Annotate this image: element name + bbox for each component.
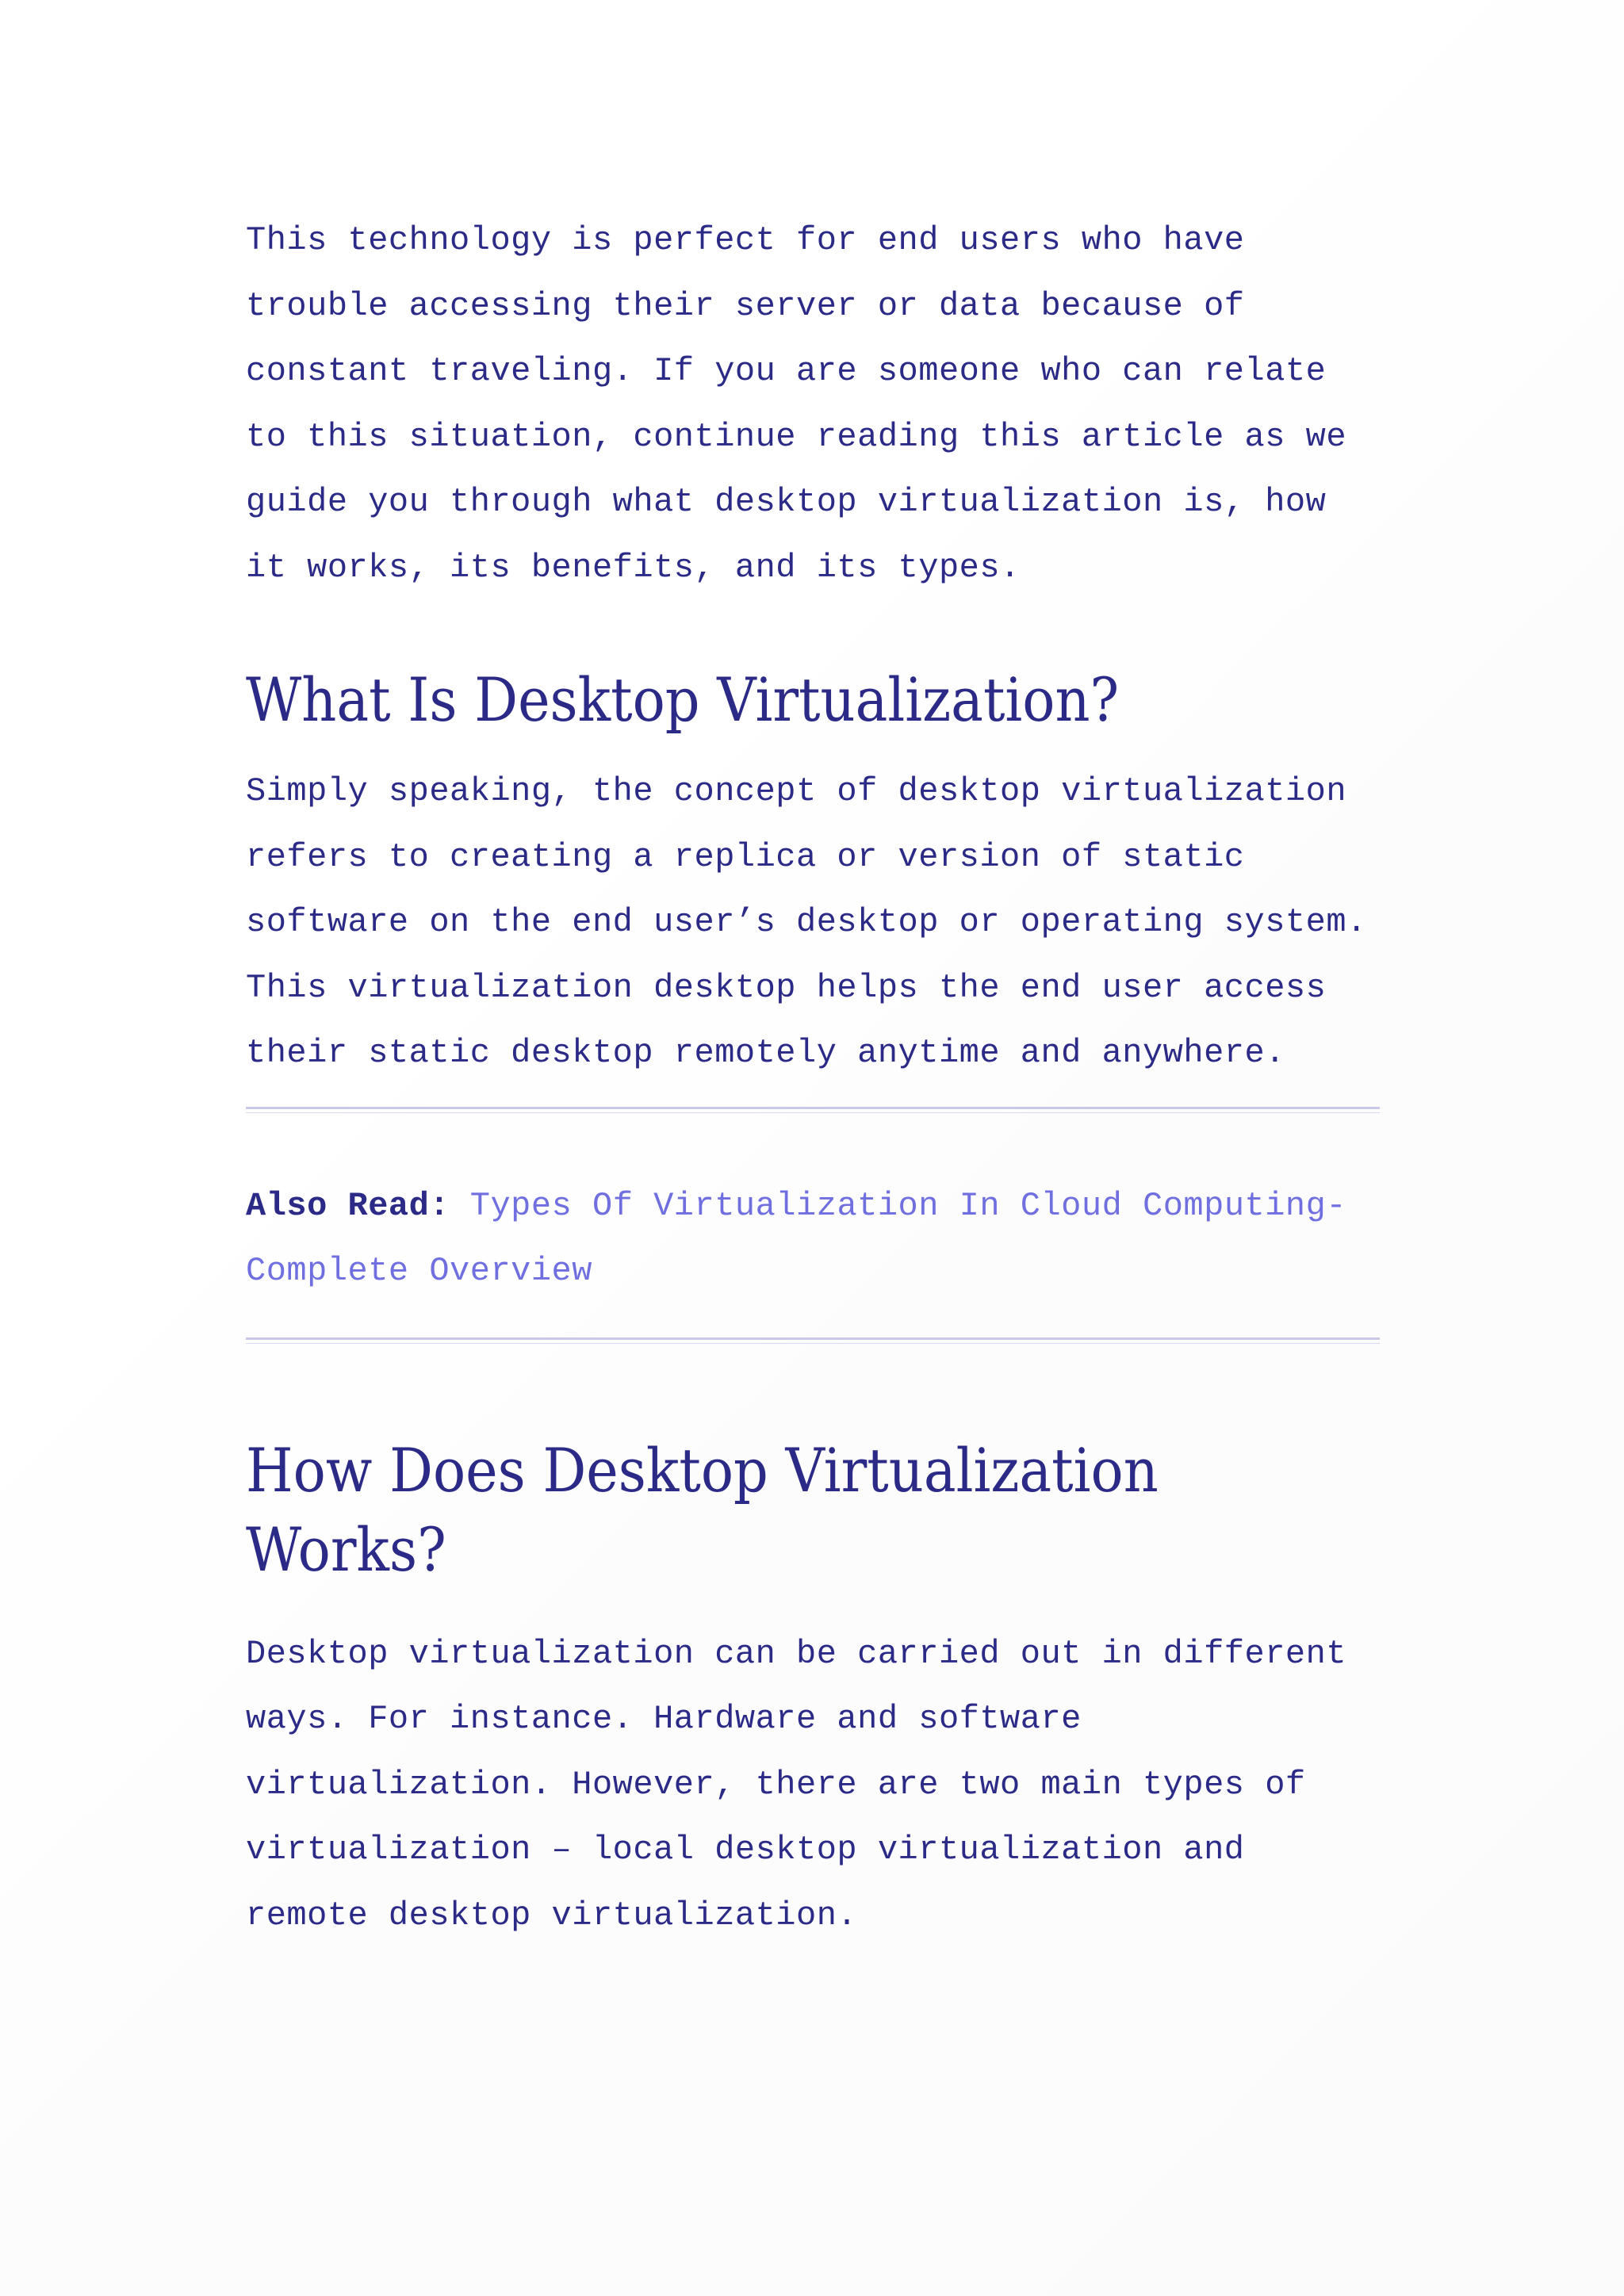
text-line: This technology is perfect for end users who have bbox=[246, 221, 1245, 259]
divider bbox=[246, 1107, 1380, 1113]
article-body bbox=[246, 208, 1380, 1948]
text-line: remote desktop virtualization. bbox=[246, 1896, 858, 1934]
heading-line: Works? bbox=[246, 1513, 446, 1585]
text-line: software on the end user’s desktop or operating system. bbox=[246, 903, 1367, 941]
text-line: virtualization. However, there are two main types of bbox=[246, 1765, 1306, 1804]
text-line: their static desktop remotely anytime and anywhere. bbox=[246, 1034, 1285, 1072]
text-line: to this situation, continue reading this article as we bbox=[246, 417, 1347, 456]
intro-paragraph bbox=[246, 208, 1380, 600]
text-line: ways. For instance. Hardware and software bbox=[246, 1700, 1082, 1738]
text-line: constant traveling. If you are someone who can relate bbox=[246, 352, 1327, 390]
also-read-box bbox=[246, 1173, 1380, 1304]
how-paragraph bbox=[246, 1621, 1380, 1949]
text-line: virtualization – local desktop virtualization and bbox=[246, 1831, 1245, 1869]
section-heading-what: What Is Desktop Virtualization? bbox=[246, 664, 1120, 735]
also-read-link-line: Types Of Virtualization In Cloud Computing- bbox=[469, 1186, 1347, 1225]
heading-line: How Does Desktop Virtualization bbox=[246, 1434, 1159, 1506]
divider bbox=[246, 1337, 1380, 1344]
section-heading-how bbox=[246, 1431, 1373, 1590]
text-line: it works, its benefits, and its types. bbox=[246, 548, 1021, 587]
text-line: This virtualization desktop helps the end user access bbox=[246, 968, 1327, 1007]
text-line: trouble accessing their server or data because of bbox=[246, 286, 1245, 325]
what-paragraph bbox=[246, 759, 1380, 1086]
also-read-link-line: Complete Overview bbox=[246, 1252, 592, 1290]
text-line: refers to creating a replica or version of static bbox=[246, 837, 1245, 876]
text-line: Simply speaking, the concept of desktop virtualization bbox=[246, 772, 1347, 810]
text-line: guide you through what desktop virtualization is, how bbox=[246, 483, 1327, 521]
text-line: Desktop virtualization can be carried out in different bbox=[246, 1634, 1347, 1673]
also-read-label: Also Read: bbox=[246, 1186, 450, 1225]
